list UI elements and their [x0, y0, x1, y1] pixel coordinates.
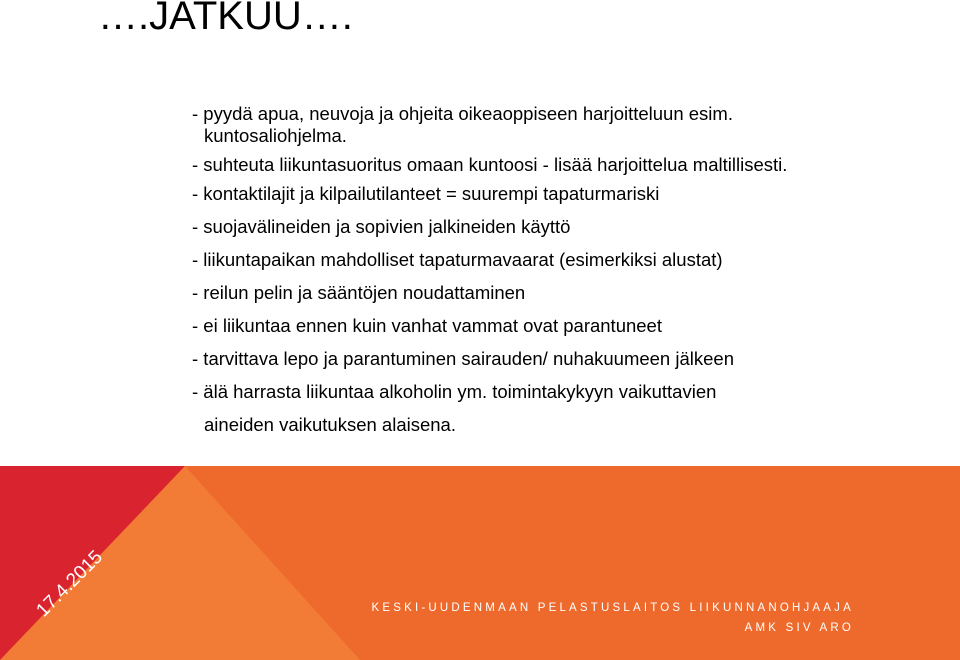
slide-title: ….JATKUU…. [98, 0, 353, 38]
bullet-item-continuation: kuntosaliohjelma. [204, 125, 347, 146]
bullet-item: - liikuntapaikan mahdolliset tapaturmavaarat (esimerkiksi alustat) [192, 249, 723, 270]
bullet-item: - tarvittava lepo ja parantuminen sairauden/ nuhakuumeen jälkeen [192, 348, 734, 369]
footer-organization [372, 598, 855, 638]
footer-date: 17.4.2015 [32, 546, 108, 622]
bullet-item: - suhteuta liikuntasuoritus omaan kuntoosi - lisää harjoittelua maltillisesti. [192, 154, 788, 175]
bullet-item-continuation: aineiden vaikutuksen alaisena. [204, 414, 456, 435]
bullet-item: - ei liikuntaa ennen kuin vanhat vammat ovat parantuneet [192, 315, 662, 336]
bullet-item: - älä harrasta liikuntaa alkoholin ym. toimintakykyyn vaikuttavien [192, 381, 717, 402]
footer-organization-line2: AMK SIV ARO [744, 622, 854, 634]
bullet-item: - kontaktilajit ja kilpailutilanteet = suurempi tapaturmariski [192, 183, 660, 204]
bullet-list [192, 103, 932, 436]
bullet-item: - suojavälineiden ja sopivien jalkineiden käyttö [192, 216, 571, 237]
bullet-item: - reilun pelin ja sääntöjen noudattaminen [192, 282, 526, 303]
footer-organization-line1: KESKI-UUDENMAAN PELASTUSLAITOS LIIKUNNANOHJAAJA [371, 602, 854, 614]
bullet-item: - pyydä apua, neuvoja ja ohjeita oikeaoppiseen harjoitteluun esim. [192, 103, 733, 124]
